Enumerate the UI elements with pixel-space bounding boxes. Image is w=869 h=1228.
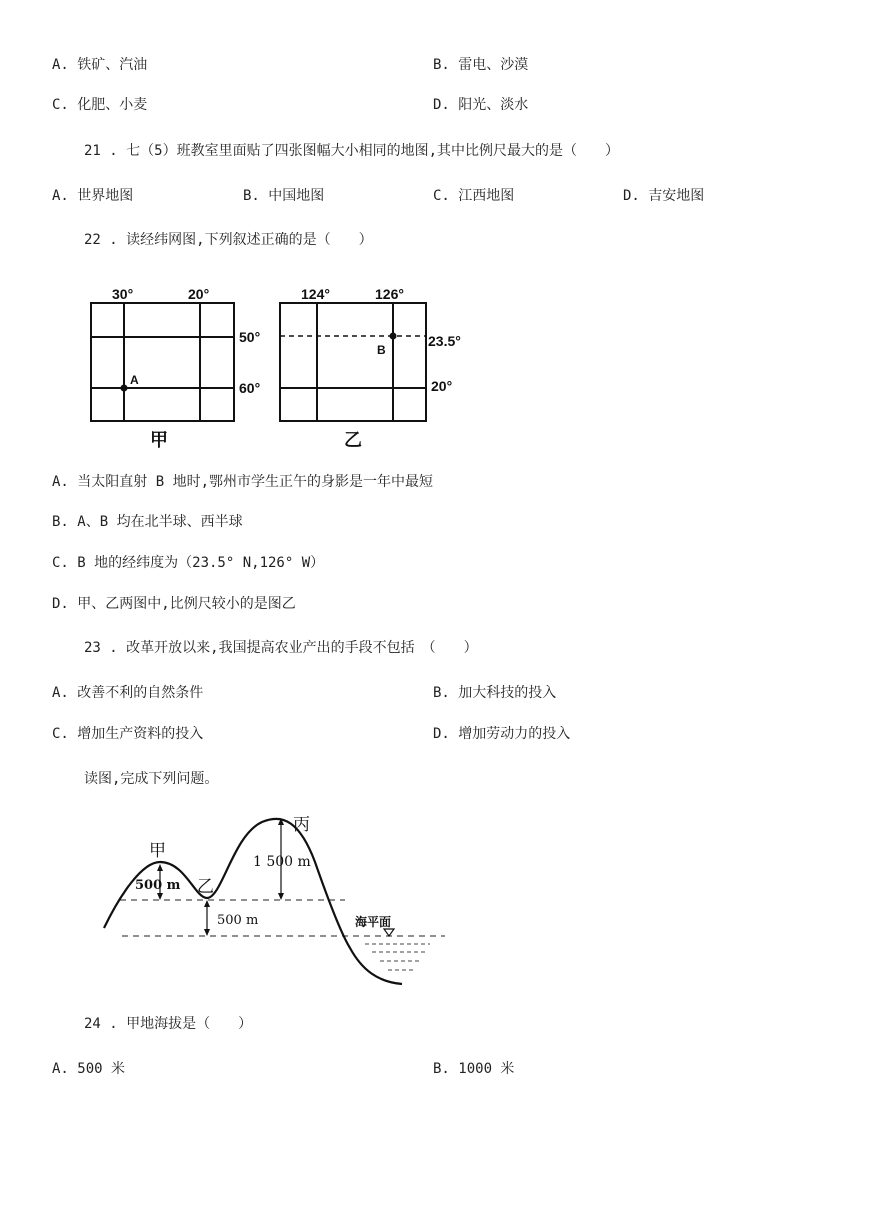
sea-level-marker [384, 929, 394, 936]
yi-lat-bottom: 20° [431, 378, 453, 394]
q23-option-d: D. 增加劳动力的投入 [433, 726, 571, 742]
q22-stem: 22 . 读经纬网图,下列叙述正确的是（ ） [84, 232, 373, 248]
jia-lon-left: 30° [112, 286, 134, 302]
reading-intro: 读图,完成下列问题。 [84, 771, 219, 787]
jia-caption: 甲 [150, 430, 168, 450]
jia-lon-right: 20° [188, 286, 210, 302]
height-jia: 500 m [135, 878, 181, 893]
q23-stem: 23 . 改革开放以来,我国提高农业产出的手段不包括 （ ） [84, 640, 478, 656]
yi-lon-right: 126° [375, 286, 404, 302]
q20-option-a: A. 铁矿、汽油 [52, 57, 148, 73]
q23-option-b: B. 加大科技的投入 [433, 685, 557, 701]
q23-option-a: A. 改善不利的自然条件 [52, 685, 204, 701]
q20-option-c: C. 化肥、小麦 [52, 97, 148, 113]
jia-lat-bottom: 60° [239, 380, 261, 396]
q20-option-d: D. 阳光、淡水 [433, 97, 529, 113]
q23-option-c: C. 增加生产资料的投入 [52, 726, 204, 742]
label-yi: 乙 [197, 877, 214, 897]
q21-option-a: A. 世界地图 [52, 188, 134, 204]
q24-stem: 24 . 甲地海拔是（ ） [84, 1016, 253, 1032]
q24-option-b: B. 1000 米 [433, 1061, 515, 1077]
q21-stem: 21 . 七（5）班教室里面贴了四张图幅大小相同的地图,其中比例尺最大的是（ ） [84, 143, 619, 159]
sea-level-label: 海平面 [355, 915, 392, 929]
point-b-label: B [377, 343, 386, 357]
q21-option-b: B. 中国地图 [243, 188, 325, 204]
point-a-label: A [130, 373, 139, 387]
q20-option-b: B. 雷电、沙漠 [433, 57, 529, 73]
q22-option-b: B. A、B 均在北半球、西半球 [52, 514, 243, 530]
height-yi: 500 m [217, 913, 259, 928]
q22-option-d: D. 甲、乙两图中,比例尺较小的是图乙 [52, 596, 296, 612]
q21-option-d: D. 吉安地图 [623, 188, 705, 204]
q22-option-a: A. 当太阳直射 B 地时,鄂州市学生正午的身影是一年中最短 [52, 474, 433, 490]
height-bing: 1 500 m [253, 854, 311, 870]
label-bing: 丙 [293, 815, 310, 835]
yi-lat-top: 23.5° [428, 333, 461, 349]
q22-option-c: C. B 地的经纬度为（23.5° N,126° W） [52, 555, 325, 571]
jia-lat-top: 50° [239, 329, 261, 345]
yi-caption: 乙 [344, 430, 362, 450]
q24-option-a: A. 500 米 [52, 1061, 126, 1077]
label-jia: 甲 [149, 841, 166, 861]
yi-lon-left: 124° [301, 286, 330, 302]
q21-option-c: C. 江西地图 [433, 188, 515, 204]
